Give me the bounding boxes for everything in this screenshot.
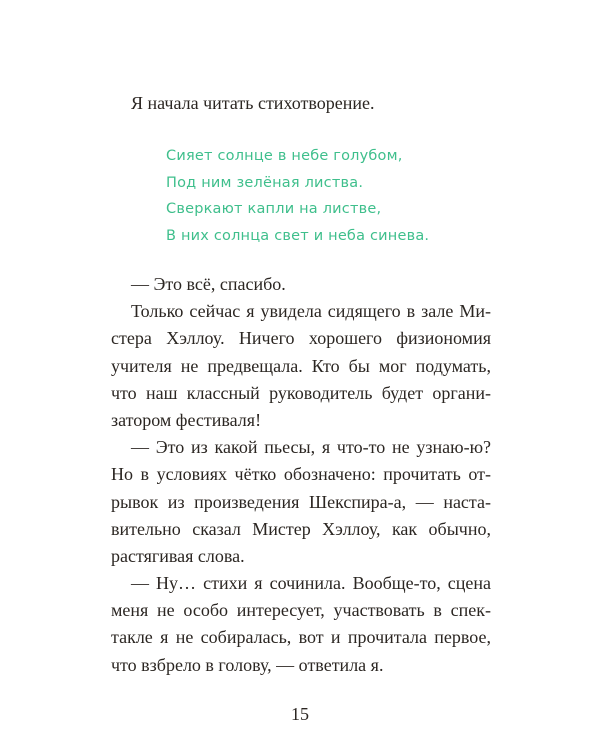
text-line: — Это всё, спасибо.	[131, 274, 286, 294]
page-number: 15	[291, 704, 309, 724]
prose-body	[111, 271, 491, 679]
text-line: растягивая слова.	[111, 545, 245, 566]
text-line: — Это из какой пьесы, я что-то не узнаю-ю?	[131, 437, 491, 458]
text-line: Только сейчас я увидела сидящего в зале Ми-	[131, 301, 491, 322]
poem-line: Сверкают капли на листве,	[166, 201, 382, 217]
text-line: затором фестиваля!	[111, 409, 262, 430]
poem-line: Под ним зелёная листва.	[166, 174, 364, 191]
text-line: Но в условиях чётко обозначено: прочитать от-	[111, 464, 491, 485]
poem-stanza	[166, 143, 429, 249]
poem-line: Сияет солнце в небе голубом,	[166, 148, 403, 164]
text-line: такле я не собиралась, вот и прочитала первое,	[111, 627, 491, 648]
text-line: стера Хэллоу. Ничего хорошего физиономия	[111, 328, 491, 349]
text-line: вительно сказал Мистер Хэллоу, как обычно,	[111, 518, 491, 539]
text-line: что наш классный руководитель будет органи-	[111, 382, 491, 403]
text-line: рывок из произведения Шекспира-а, — наста-	[111, 491, 491, 512]
text-line: меня не особо интересует, участвовать в спек-	[111, 600, 491, 621]
text-line: учителя не предвещала. Кто бы мог подумать,	[111, 355, 491, 376]
intro-line: Я начала читать стихотворение.	[131, 93, 375, 113]
text-line: — Ну… стихи я сочинила. Вообще-то, сцена	[131, 573, 491, 594]
poem-line: В них солнца свет и неба синева.	[166, 227, 430, 244]
text-line: что взбрело в голову, — ответила я.	[111, 654, 384, 675]
